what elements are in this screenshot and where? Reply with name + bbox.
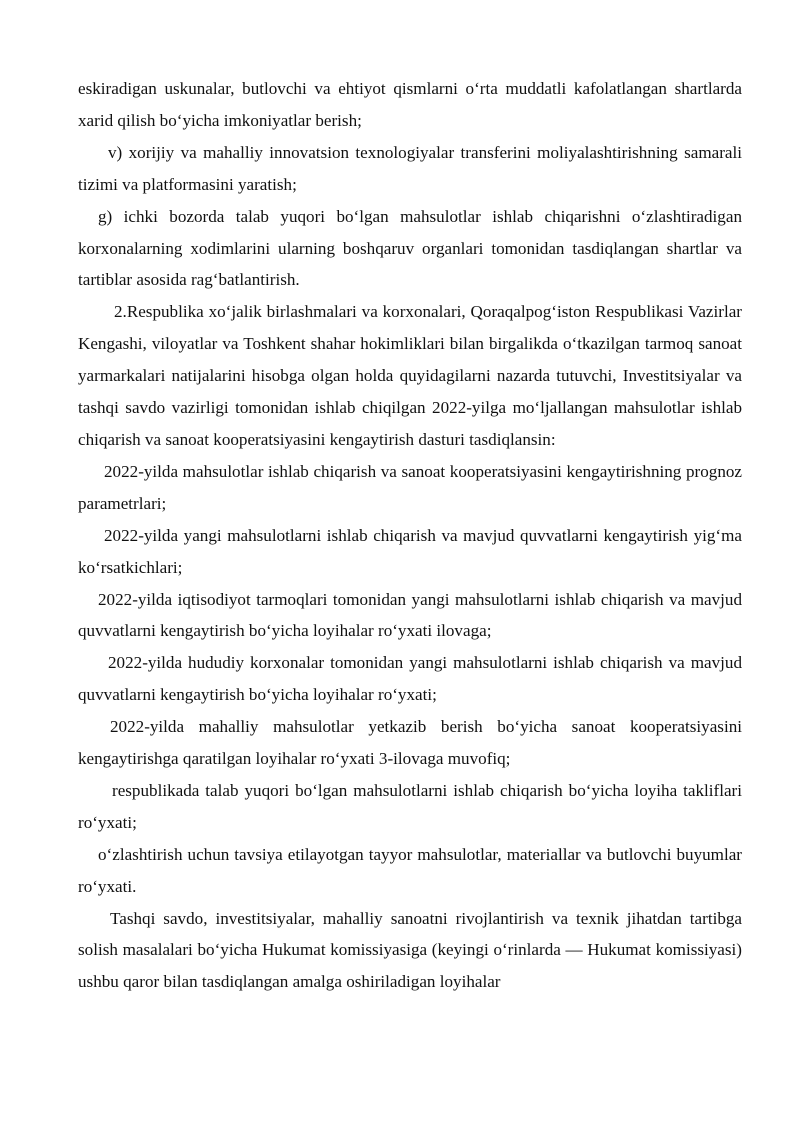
paragraph-1: eskiradigan uskunalar, butlovchi va ehtiyot qismlarni o‘rta muddatli kafolatlangan shartlarda xarid qilish bo‘yicha imkoniyatlar berish; — [78, 79, 742, 130]
paragraph-8: 2022-yilda hududiy korxonalar tomonidan yangi mahsulotlarni ishlab chiqarish va mavjud quvvatlarni kengaytirish bo‘yicha loyihalar ro‘yxati; — [78, 653, 742, 705]
paragraph-5: 2022-yilda mahsulotlar ishlab chiqarish va sanoat kooperatsiyasini kengaytirishning prognoz parametrlari; — [78, 461, 742, 513]
paragraph-7: 2022-yilda iqtisodiyot tarmoqlari tomonidan yangi mahsulotlarni ishlab chiqarish va mavjud quvvatlarni kengaytirish bo‘yicha loyihalar ro‘yxati ilovaga; — [78, 589, 742, 641]
paragraph-3: g) ichki bozorda talab yuqori bo‘lgan mahsulotlar ishlab chiqarishni o‘zlashtiradigan korxonalarning xodimlarini ularning boshqaruv organlari tomonidan tasdiqlangan shartlar va tartiblar asosida rag‘batlantirish. — [78, 206, 742, 290]
paragraph-12: Tashqi savdo, investitsiyalar, mahalliy sanoatni rivojlantirish va texnik jihatdan tartibga solish masalalari bo‘yicha Hukumat komissiyasiga (keyingi o‘rinlarda — Hukumat komissiyasi) ushbu qaror bilan tasdiqlangan amalga oshiriladigan loyihalar — [78, 908, 742, 992]
document-page — [78, 73, 742, 998]
paragraph-11: o‘zlashtirish uchun tavsiya etilayotgan tayyor mahsulotlar, materiallar va butlovchi buyumlar ro‘yxati. — [78, 844, 742, 896]
paragraph-4: 2.Respublika xo‘jalik birlashmalari va korxonalari, Qoraqalpog‘iston Respublikasi Vazirlar Kengashi, viloyatlar va Toshkent shahar hokimliklari bilan birgalikda o‘tkazilgan tarmoq sanoat yarmarkalari natijalarini hisobga olgan holda quyidagilarni nazarda tutuvchi, Investitsiyalar va tashqi savdo vazirligi tomonidan ishlab chiqilgan 2022-yilga mo‘ljallangan mahsulotlar ishlab chiqarish va sanoat kooperatsiyasini kengaytirish dasturi tasdiqlansin: — [78, 302, 742, 449]
paragraph-6: 2022-yilda yangi mahsulotlarni ishlab chiqarish va mavjud quvvatlarni kengaytirish yig‘ma ko‘rsatkichlari; — [78, 525, 742, 577]
paragraph-9: 2022-yilda mahalliy mahsulotlar yetkazib berish bo‘yicha sanoat kooperatsiyasini kengaytirishga qaratilgan loyihalar ro‘yxati 3-ilovaga muvofiq; — [78, 717, 742, 769]
paragraph-10: respublikada talab yuqori bo‘lgan mahsulotlarni ishlab chiqarish bo‘yicha loyiha takliflari ro‘yxati; — [78, 780, 742, 832]
paragraph-2: v) xorijiy va mahalliy innovatsion texnologiyalar transferini moliyalashtirishning samarali tizimi va platformasini yaratish; — [78, 142, 742, 194]
